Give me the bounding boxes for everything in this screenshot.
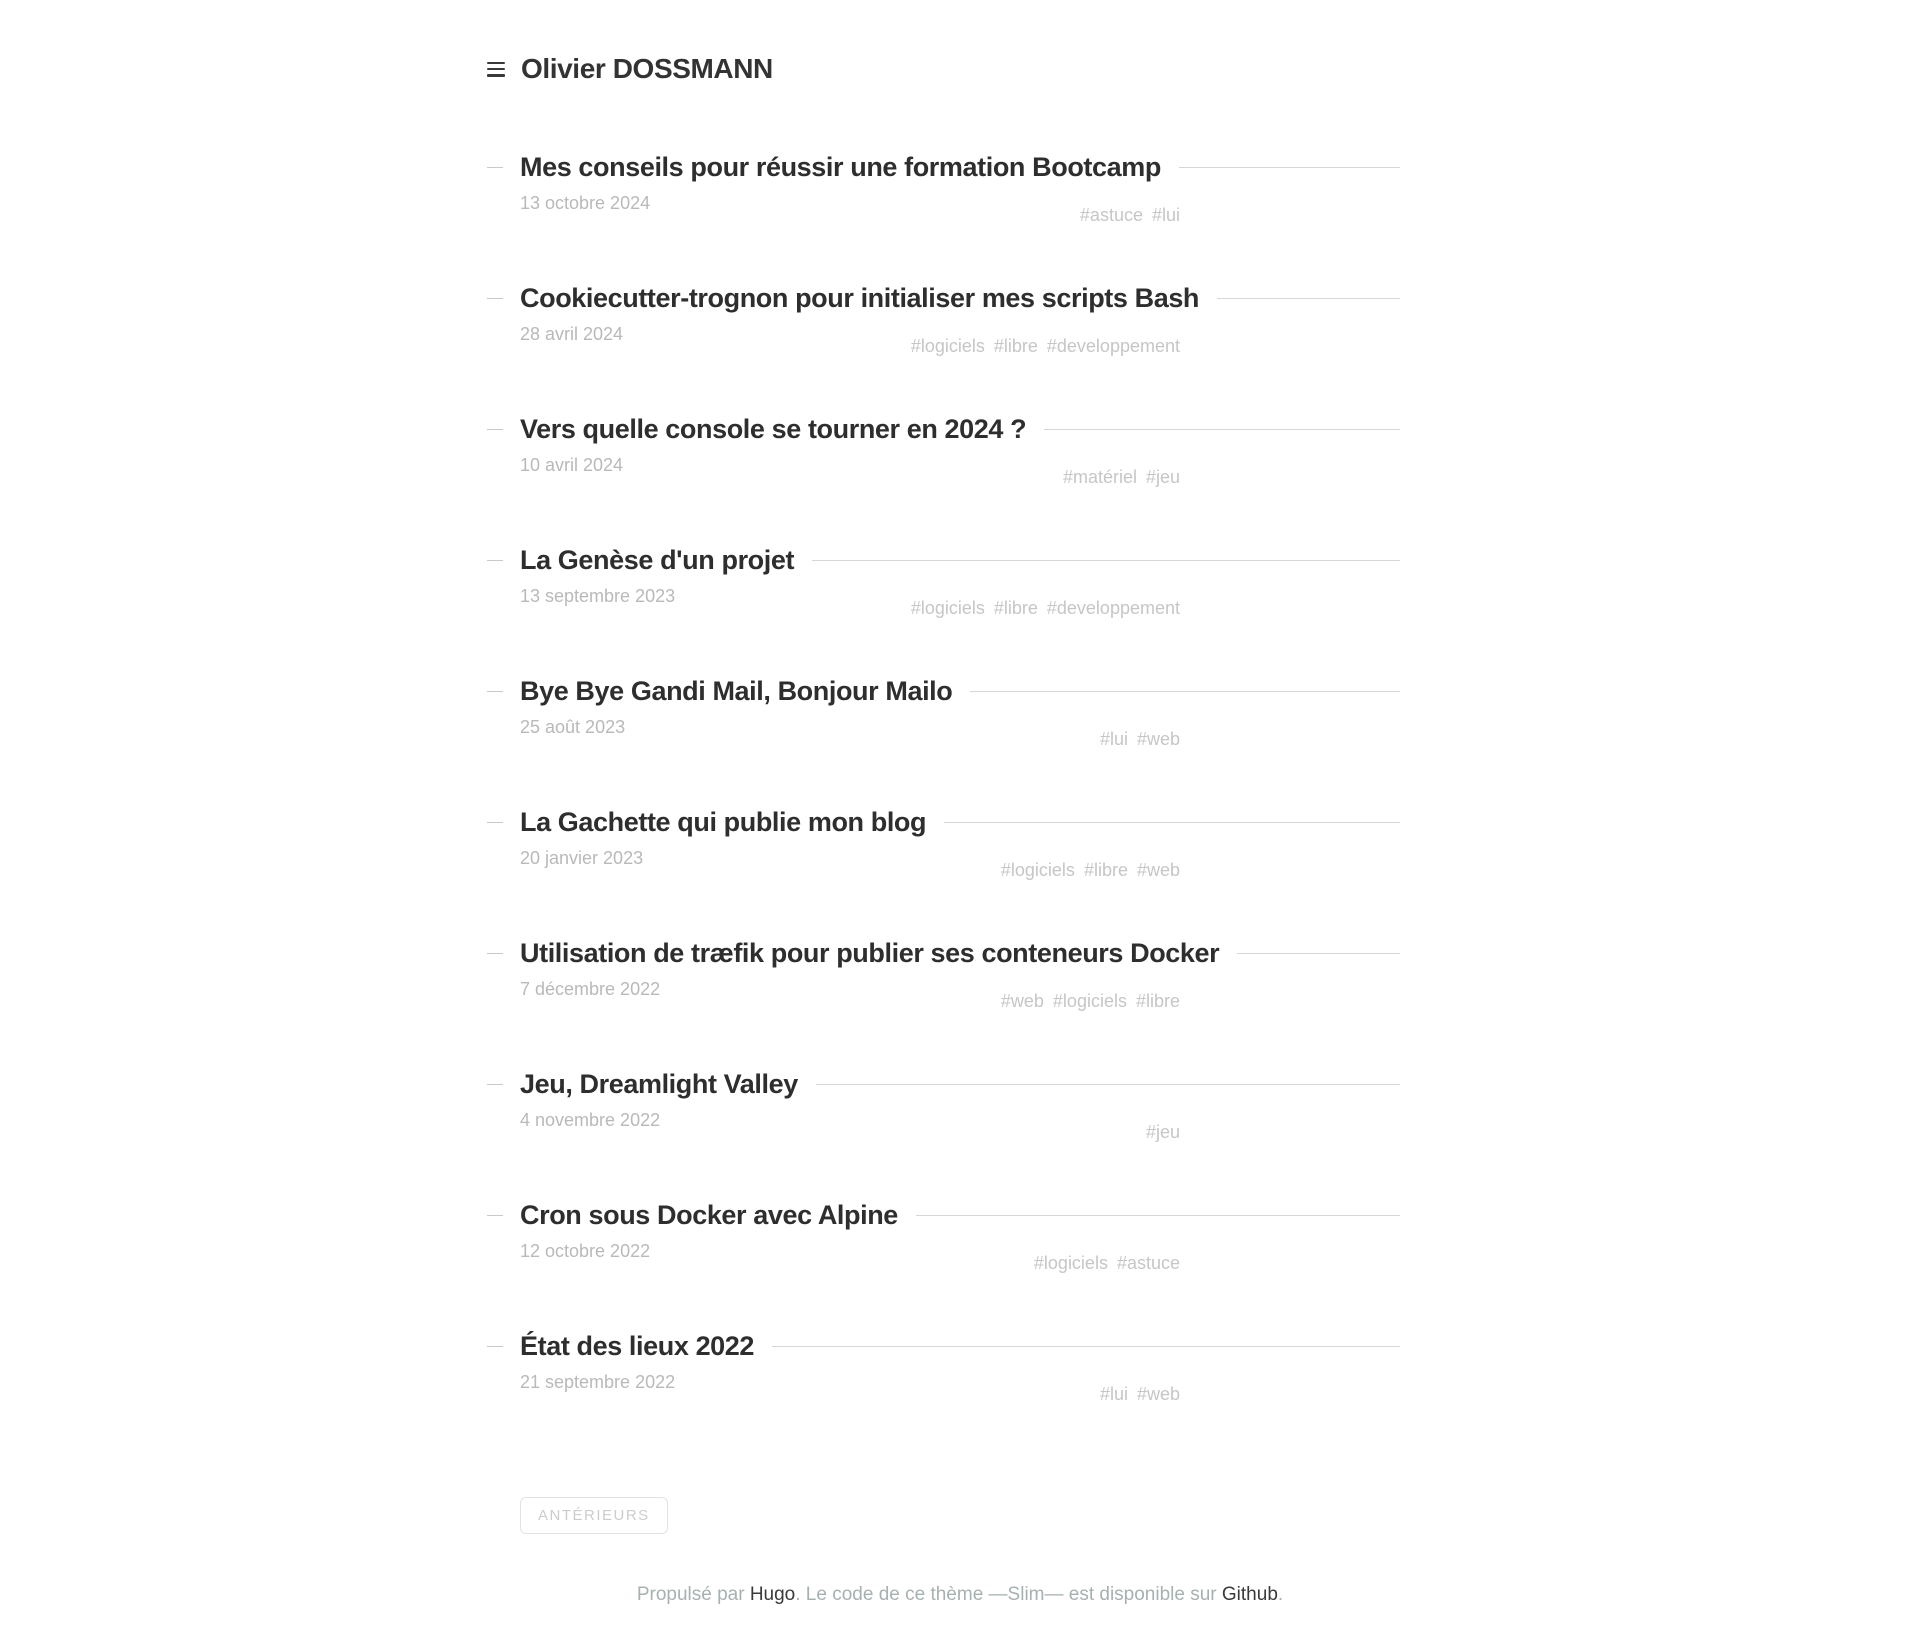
post-item xyxy=(520,1196,1400,1275)
post-title xyxy=(520,1065,1400,1103)
older-posts-button[interactable]: ANTÉRIEURS xyxy=(520,1497,668,1534)
post-title-link[interactable]: La Genèse d'un projet xyxy=(520,545,795,575)
tag-link[interactable]: #logiciels xyxy=(1033,1253,1108,1273)
hugo-link[interactable]: Hugo xyxy=(749,1584,796,1605)
tag-link[interactable]: #web xyxy=(1136,1384,1180,1404)
tag-link[interactable]: #matériel xyxy=(1062,467,1137,487)
post-meta xyxy=(520,322,1180,358)
post-date: 25 août 2023 xyxy=(520,717,626,737)
site-title[interactable]: Olivier DOSSMANN xyxy=(521,53,773,84)
tag-link[interactable]: #jeu xyxy=(1145,467,1180,487)
tag-link[interactable]: #web xyxy=(1136,860,1180,880)
post-title xyxy=(520,803,1400,841)
post-title-link[interactable]: Cron sous Docker avec Alpine xyxy=(520,1200,898,1230)
post-title xyxy=(520,148,1400,186)
post-title-link[interactable]: Utilisation de træfik pour publier ses conteneurs Docker xyxy=(520,938,1220,968)
footer-text-suffix: . xyxy=(1277,1584,1284,1605)
tag-link[interactable]: #developpement xyxy=(1046,598,1180,618)
tag-link[interactable]: #libre xyxy=(993,598,1038,618)
post-item xyxy=(520,803,1400,882)
footer-text-prefix: Propulsé par xyxy=(636,1584,750,1605)
post-meta xyxy=(520,1108,1180,1144)
post-tags xyxy=(1080,203,1180,227)
post-title-link[interactable]: La Gachette qui publie mon blog xyxy=(520,807,927,837)
post-date: 28 avril 2024 xyxy=(520,324,624,344)
pagination xyxy=(520,1497,1400,1534)
post-title xyxy=(520,541,1400,579)
post-tags xyxy=(1063,465,1180,489)
post-tags xyxy=(1001,858,1180,882)
post-title-link[interactable]: Bye Bye Gandi Mail, Bonjour Mailo xyxy=(520,676,953,706)
site-footer xyxy=(520,1582,1400,1608)
post-item xyxy=(520,1065,1400,1144)
post-meta xyxy=(520,846,1180,882)
post-item xyxy=(520,410,1400,489)
post-title xyxy=(520,1327,1400,1365)
tag-link[interactable]: #libre xyxy=(1083,860,1128,880)
post-tags xyxy=(1034,1251,1180,1275)
post-title xyxy=(520,1196,1400,1234)
post-title-link[interactable]: Vers quelle console se tourner en 2024 ? xyxy=(520,414,1027,444)
post-date: 21 septembre 2022 xyxy=(520,1372,676,1392)
post-date: 12 octobre 2022 xyxy=(520,1241,651,1261)
post-item xyxy=(520,279,1400,358)
tag-link[interactable]: #lui xyxy=(1099,729,1128,749)
post-item xyxy=(520,934,1400,1013)
post-title xyxy=(520,410,1400,448)
github-link[interactable]: Github xyxy=(1221,1584,1278,1605)
page-container xyxy=(520,0,1400,1632)
posts-list xyxy=(520,148,1400,1406)
post-meta xyxy=(520,715,1180,751)
post-title xyxy=(520,672,1400,710)
tag-link[interactable]: #logiciels xyxy=(910,336,985,356)
tag-link[interactable]: #libre xyxy=(1135,991,1180,1011)
post-date: 20 janvier 2023 xyxy=(520,848,644,868)
post-meta xyxy=(520,1239,1180,1275)
post-item xyxy=(520,541,1400,620)
tag-link[interactable]: #astuce xyxy=(1079,205,1143,225)
post-date: 13 septembre 2023 xyxy=(520,586,676,606)
footer-text-middle: . Le code de ce thème —Slim— est disponible sur xyxy=(795,1584,1222,1605)
post-tags xyxy=(1100,1382,1180,1406)
site-header xyxy=(520,50,1400,88)
tag-link[interactable]: #lui xyxy=(1151,205,1180,225)
post-title xyxy=(520,279,1400,317)
post-tags xyxy=(1100,727,1180,751)
post-title-link[interactable]: Mes conseils pour réussir une formation Bootcamp xyxy=(520,152,1161,182)
hamburger-menu-icon[interactable] xyxy=(487,62,505,77)
tag-link[interactable]: #lui xyxy=(1099,1384,1128,1404)
post-date: 4 novembre 2022 xyxy=(520,1110,661,1130)
post-item xyxy=(520,672,1400,751)
post-title xyxy=(520,934,1400,972)
tag-link[interactable]: #logiciels xyxy=(1000,860,1075,880)
post-date: 10 avril 2024 xyxy=(520,455,624,475)
tag-link[interactable]: #web xyxy=(1136,729,1180,749)
post-tags xyxy=(1146,1120,1180,1144)
post-date: 13 octobre 2024 xyxy=(520,193,651,213)
post-item xyxy=(520,148,1400,227)
tag-link[interactable]: #logiciels xyxy=(1052,991,1127,1011)
post-item xyxy=(520,1327,1400,1406)
post-tags xyxy=(1001,989,1180,1013)
tag-link[interactable]: #logiciels xyxy=(910,598,985,618)
tag-link[interactable]: #astuce xyxy=(1116,1253,1180,1273)
post-meta xyxy=(520,584,1180,620)
post-title-link[interactable]: Cookiecutter-trognon pour initialiser mes scripts Bash xyxy=(520,283,1200,313)
post-meta xyxy=(520,1370,1180,1406)
post-title-link[interactable]: Jeu, Dreamlight Valley xyxy=(520,1069,798,1099)
tag-link[interactable]: #developpement xyxy=(1046,336,1180,356)
tag-link[interactable]: #jeu xyxy=(1145,1122,1180,1142)
post-meta xyxy=(520,453,1180,489)
tag-link[interactable]: #libre xyxy=(993,336,1038,356)
post-date: 7 décembre 2022 xyxy=(520,979,661,999)
post-title-link[interactable]: État des lieux 2022 xyxy=(520,1331,755,1361)
tag-link[interactable]: #web xyxy=(1000,991,1044,1011)
post-tags xyxy=(911,596,1180,620)
post-meta xyxy=(520,191,1180,227)
post-meta xyxy=(520,977,1180,1013)
post-tags xyxy=(911,334,1180,358)
